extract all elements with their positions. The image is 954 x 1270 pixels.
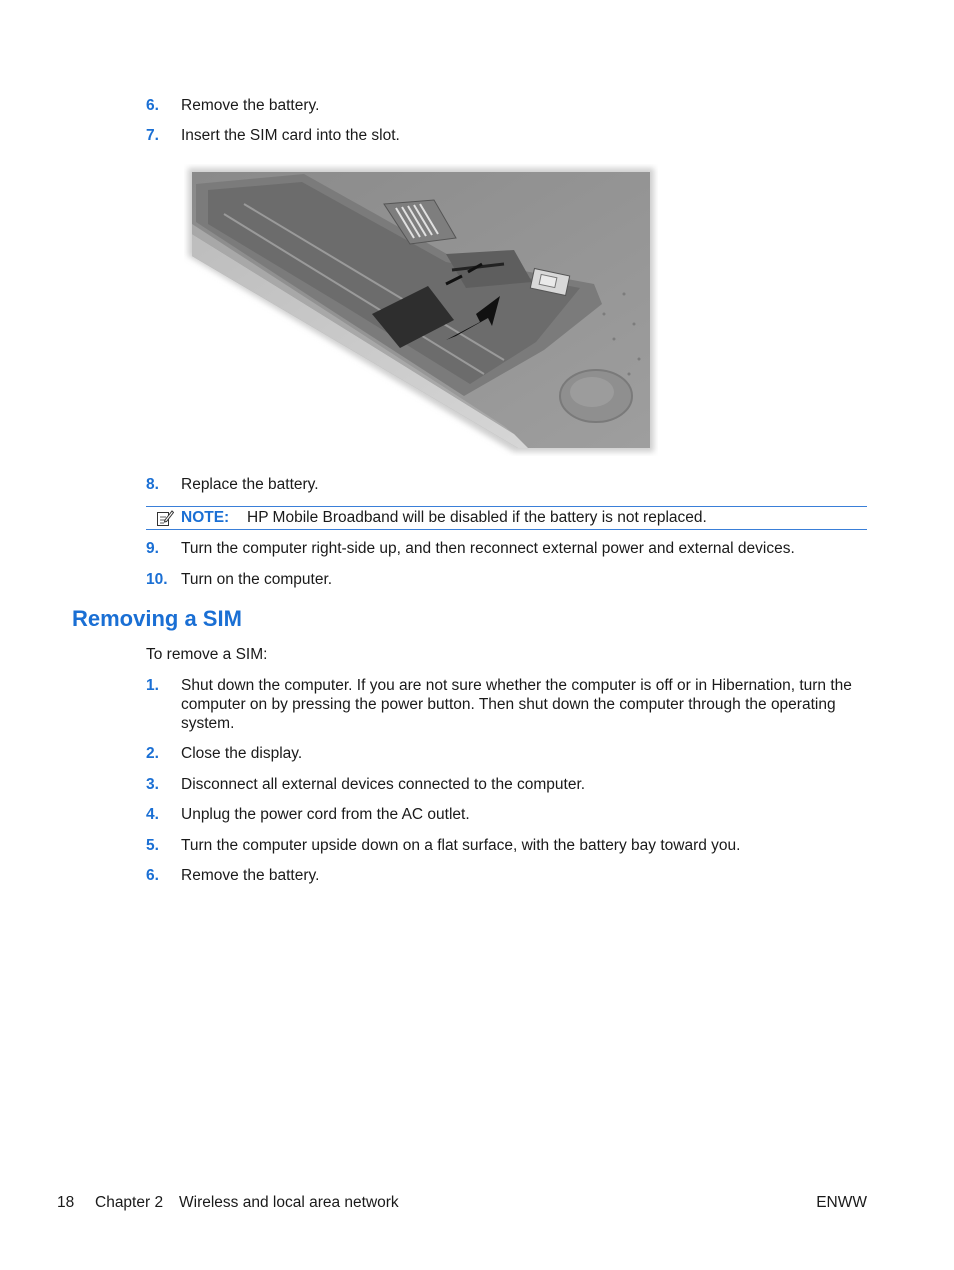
step-text: Replace the battery. — [181, 476, 319, 493]
step-text: Shut down the computer. If you are not sure whether the computer is off or in Hibernation, turn the computer on by pressing the power button. Then shut down the computer through the operating system. — [181, 677, 852, 732]
step-number: 2. — [146, 745, 159, 762]
remove-step-2 — [146, 744, 868, 763]
sim-insertion-illustration — [184, 164, 658, 456]
step-10 — [146, 570, 868, 589]
step-8 — [146, 475, 868, 494]
remove-step-3 — [146, 775, 868, 794]
step-text: Turn on the computer. — [181, 571, 333, 588]
step-text: Turn the computer right-side up, and then reconnect external power and external devices. — [181, 540, 795, 557]
step-6 — [146, 96, 868, 115]
step-number: 6. — [146, 867, 159, 884]
remove-step-6 — [146, 866, 868, 885]
step-number: 1. — [146, 677, 159, 694]
step-7 — [146, 126, 868, 145]
note-label: NOTE: — [181, 509, 230, 526]
note-pencil-icon — [156, 509, 174, 527]
remove-step-1 — [146, 676, 868, 733]
step-text: Turn the computer upside down on a flat surface, with the battery bay toward you. — [181, 837, 741, 854]
step-number: 7. — [146, 127, 159, 144]
step-number: 9. — [146, 540, 159, 557]
step-number: 4. — [146, 806, 159, 823]
step-text: Disconnect all external devices connected to the computer. — [181, 776, 586, 793]
page-footer-right: ENWW — [816, 1194, 867, 1211]
chapter-title: Wireless and local area network — [179, 1194, 399, 1211]
chapter-label: Chapter 2 — [95, 1194, 164, 1211]
step-number: 6. — [146, 97, 159, 114]
step-number: 3. — [146, 776, 159, 793]
step-text: Insert the SIM card into the slot. — [181, 127, 400, 144]
remove-step-4 — [146, 805, 868, 824]
page-number: 18 — [57, 1194, 75, 1211]
section-intro: To remove a SIM: — [146, 646, 268, 663]
step-number: 8. — [146, 476, 159, 493]
step-number: 10. — [146, 571, 168, 588]
section-heading: Removing a SIM — [72, 606, 242, 631]
step-text: Remove the battery. — [181, 867, 320, 884]
step-text: Remove the battery. — [181, 97, 320, 114]
step-9 — [146, 539, 868, 558]
note-box — [146, 506, 867, 530]
step-text: Close the display. — [181, 745, 303, 762]
step-number: 5. — [146, 837, 159, 854]
remove-step-5 — [146, 836, 868, 855]
note-text: HP Mobile Broadband will be disabled if the battery is not replaced. — [247, 509, 707, 526]
page-footer-left — [57, 1193, 399, 1212]
step-text: Unplug the power cord from the AC outlet. — [181, 806, 470, 823]
